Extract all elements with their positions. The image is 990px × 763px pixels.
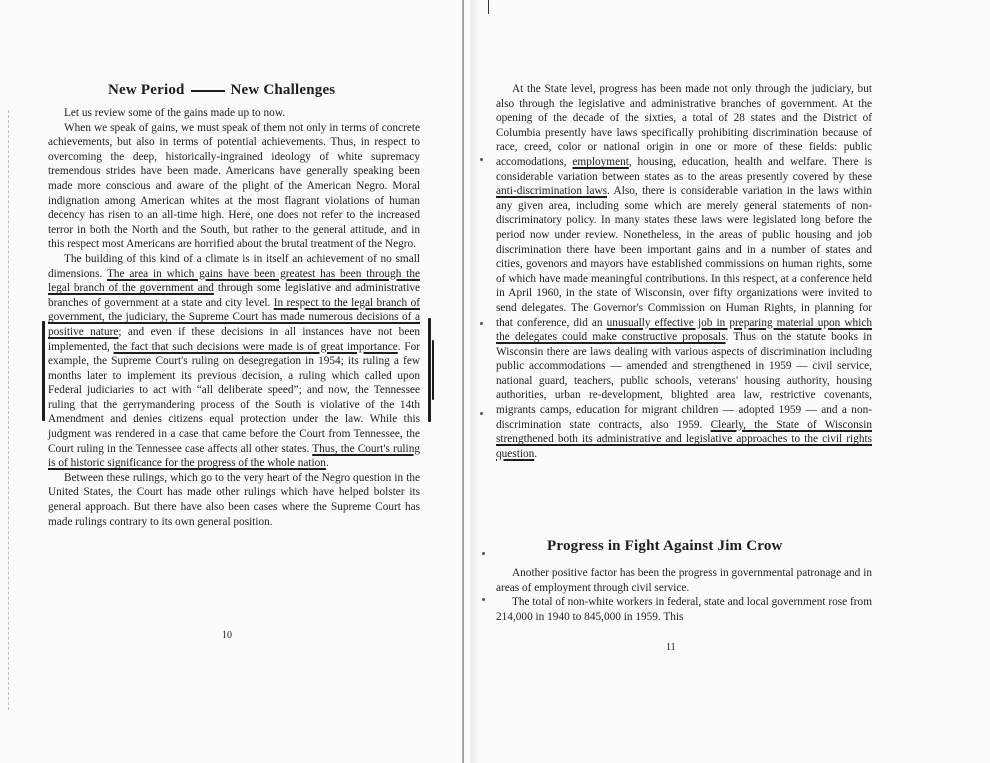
text-run: .	[534, 447, 538, 460]
text-run: . Also, there is considerable variation in the laws within any given area, including some which are merely general statements of non-discriminatory policy. In many states these laws were legislated long before the period now under review. Nonetheless, in the areas of public housing and job discrimination there have been important gains and in a number of states and cities, govenors and mayors have established commissions on human rights, some of which have made meaningful contributions. In this respect, at a conference held in April 1960, in the state of Wisconsin, over fifty organizations were invited to send delegates. The Governor's Commission on Human Rights, in planning for that conference, did an	[496, 185, 872, 329]
text-run: .	[325, 457, 329, 470]
heading-dash	[191, 90, 225, 92]
pen-underline: unusually effective job in preparing material upon which the delegates could make constructive proposals	[496, 316, 872, 344]
text-run: ; and even if these decisions in all instances have not been implemented,	[48, 325, 420, 353]
right-page-heading: Progress in Fight Against Jim Crow	[547, 538, 783, 554]
text-run: . For example, the Supreme Court's ruling on desegregation in 1954; its ruling a few months later to implement its previous decision, a ruling which called upon Federal judiciaries to act with “all deliberate speed”; and now, the Tennessee ruling that the gerrymandering process of the South is violative of the 14th Amendment and denies citizens equal protection under the law. While this judgment was rendered in a case that came before the Court from Tennessee, the Court ruling in the Tennessee case affects all other states.	[48, 340, 420, 455]
paragraph: When we speak of gains, we must speak of them not only in terms of concrete achievements, but also in terms of potential achievements. Thus, in respect to overcoming the deep, historically-ingrained ideology of white supremacy tremendous strides have been made. Americans have generally speaking been made more conscious and aware of the plight of the American Negro. Moral indignation among American whites at the most flagrant violations of human decency has risen to an all-time high. Here, one does not refer to the increased terror in both the North and the South, but rather to the general attitude, and in this respect most Americans are horrified about the brutal treatment of the Negro.	[48, 121, 420, 251]
right-text-column	[496, 82, 872, 461]
scan-speck	[482, 552, 485, 555]
paragraph: Another positive factor has been the progress in governmental patronage and in areas of employment through civil service.	[496, 567, 872, 594]
scan-speck	[480, 322, 483, 325]
text-run: At the State level, progress has been made not only through the judiciary, but also through the legislative and administrative branches of government. At the opening of the decade of the sixties, a total of 28 states and the District of Columbia presently have laws specifically prohibiting discrimination because of race, creed, color or national origin in one or more of these fields: public accomodations,	[496, 83, 872, 168]
paragraph: Between these rulings, which go to the very heart of the Negro question in the United States, the Court has made other rulings which have helped bolster its general approach. But there have also been cases where the Supreme Court has made rulings contrary to its own general position.	[48, 471, 420, 528]
pen-underline: Thus, the Court's ruling is of historic significance for the progress of the whole nation	[48, 442, 420, 470]
pen-underline: The area in which gains have been greatest has been through the legal branch of the government and	[48, 267, 420, 295]
scan-speck	[480, 158, 483, 161]
pen-underline: the fact that such decisions were made is of great importance	[113, 340, 398, 353]
right-text-column-lower	[496, 566, 872, 624]
margin-bracket-mark	[42, 321, 45, 421]
scan-speck	[480, 412, 483, 415]
pen-underline: In respect to the legal branch of government, the judiciary, the Supreme Court has made numerous decisions of a positive nature	[48, 296, 420, 338]
scan-speck	[482, 598, 485, 601]
text-run: . Thus on the statute books in Wisconsin there are laws dealing with various aspects of discrimination including public accommodations — amended and strengthened in 1959 — civil service, national guard, teachers, public schools, veterans' housing authority, housing authorities, urban re-development, blighted area law, restrictive covenants, migrants camps, education for migrant children — adopted 1959 — and a non-discrimination state contracts, also 1959.	[496, 331, 872, 431]
left-page	[0, 0, 470, 763]
margin-bracket-mark	[432, 340, 434, 400]
heading-part-2: New Challenges	[230, 82, 336, 98]
paragraph-with-underlines	[48, 252, 420, 471]
page-number: 11	[666, 642, 676, 653]
left-page-heading	[108, 82, 335, 99]
paragraph-with-underlines	[496, 82, 872, 461]
left-text-column	[48, 106, 420, 529]
pen-underline: employment	[572, 155, 629, 168]
paragraph: The total of non-white workers in federal, state and local government rose from 214,000 in 1940 to 845,000 in 1959. This	[496, 596, 872, 623]
text-run: The building of this kind of a climate is in itself an achievement of no small dimensions.	[48, 252, 420, 280]
heading-part-1: New Period	[108, 82, 185, 98]
pen-underline: anti-discrimination laws	[496, 185, 608, 198]
page-number: 10	[222, 630, 232, 641]
text-run: , housing, education, health and welfare. There is considerable variation between states as to the areas presently covered by these	[496, 155, 872, 183]
margin-bracket-mark	[428, 318, 431, 422]
pen-underline: Clearly, the State of Wisconsin strengthened both its administrative and legislative approaches to the civil rights question	[496, 418, 872, 460]
text-run: through some legislative and administrative branches of government at a state and city level.	[48, 282, 420, 309]
paragraph: Let us review some of the gains made up to now.	[64, 107, 286, 119]
